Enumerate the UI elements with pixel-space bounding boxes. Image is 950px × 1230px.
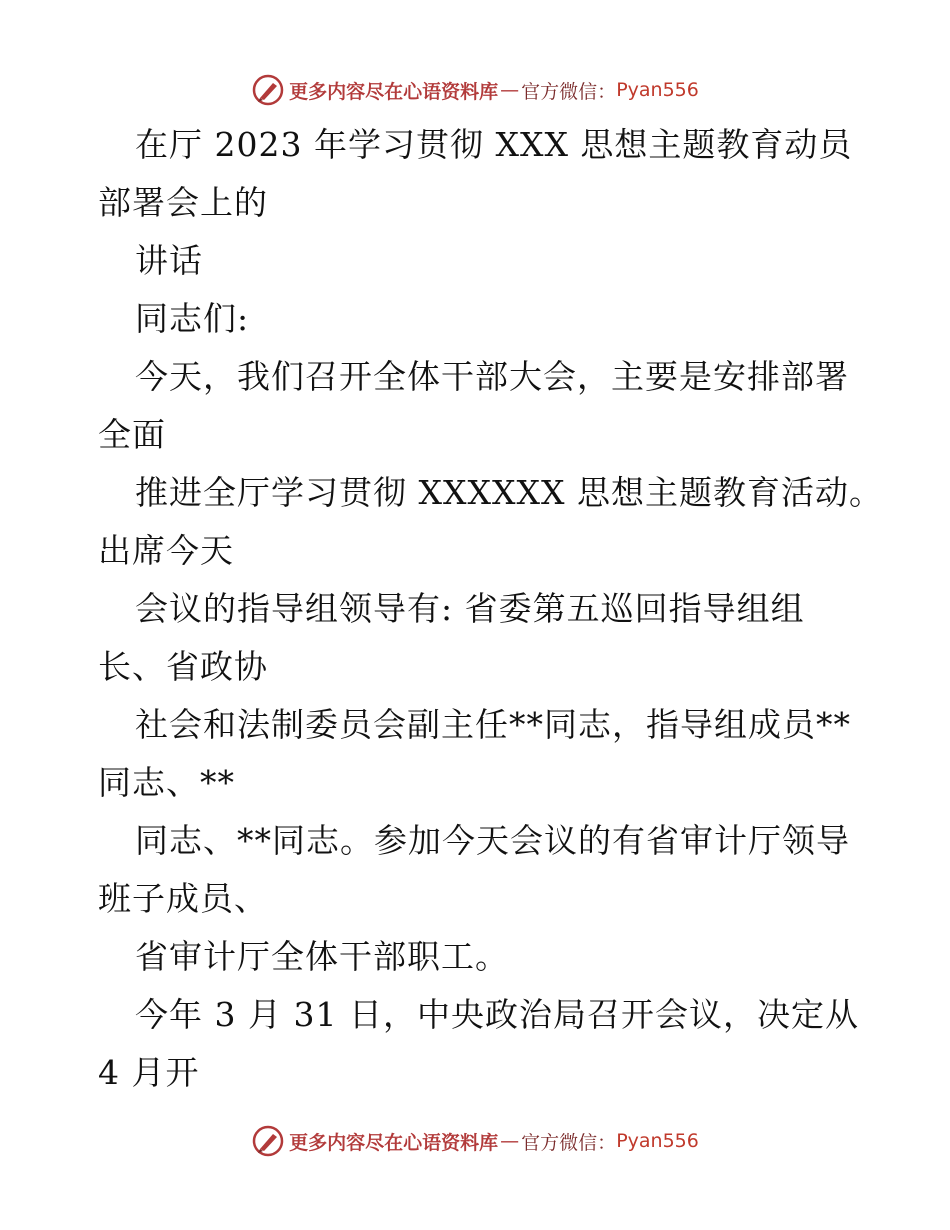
pen-logo-icon [251, 1124, 285, 1158]
text-line: 在厅 2023 年学习贯彻 XXX 思想主题教育动员 [135, 125, 853, 164]
text-line: 出席今天 [98, 531, 234, 570]
pen-logo-icon [251, 73, 285, 107]
watermark-wechat-id: Pyan556 [616, 1130, 699, 1152]
text-line: 同志们: [135, 299, 250, 338]
text-line: 班子成员、 [98, 879, 268, 918]
text-line: 部署会上的 [98, 183, 268, 222]
watermark-wechat-id: Pyan556 [616, 79, 699, 101]
watermark-header [0, 70, 950, 110]
text-line: 推进全厅学习贯彻 XXXXXX 思想主题教育活动。 [135, 473, 883, 512]
text-line: 同志、** [98, 763, 235, 802]
text-line: 长、省政协 [98, 647, 268, 686]
text-line: 省审计厅全体干部职工。 [135, 937, 509, 976]
watermark-main-text: 更多内容尽在心语资料库 [289, 1131, 499, 1154]
text-line: 会议的指导组领导有: 省委第五巡回指导组组 [135, 589, 805, 628]
text-line: 今天，我们召开全体干部大会，主要是安排部署 [135, 357, 849, 396]
text-line: 全面 [98, 415, 166, 454]
watermark-sub-text: 官方微信： [521, 1131, 617, 1154]
text-line: 社会和法制委员会副主任**同志，指导组成员** [135, 705, 851, 744]
watermark-dash: — [500, 79, 520, 101]
text-line: 讲话 [135, 241, 203, 280]
watermark-dash: — [500, 1130, 520, 1152]
watermark-footer [0, 1121, 950, 1161]
text-line: 今年 3 月 31 日，中央政治局召开会议，决定从 [135, 995, 859, 1034]
text-line: 4 月开 [98, 1053, 200, 1092]
document-body [98, 116, 883, 1102]
watermark-sub-text: 官方微信： [521, 80, 617, 103]
watermark-main-text: 更多内容尽在心语资料库 [289, 80, 499, 103]
text-line: 同志、**同志。参加今天会议的有省审计厅领导 [135, 821, 850, 860]
